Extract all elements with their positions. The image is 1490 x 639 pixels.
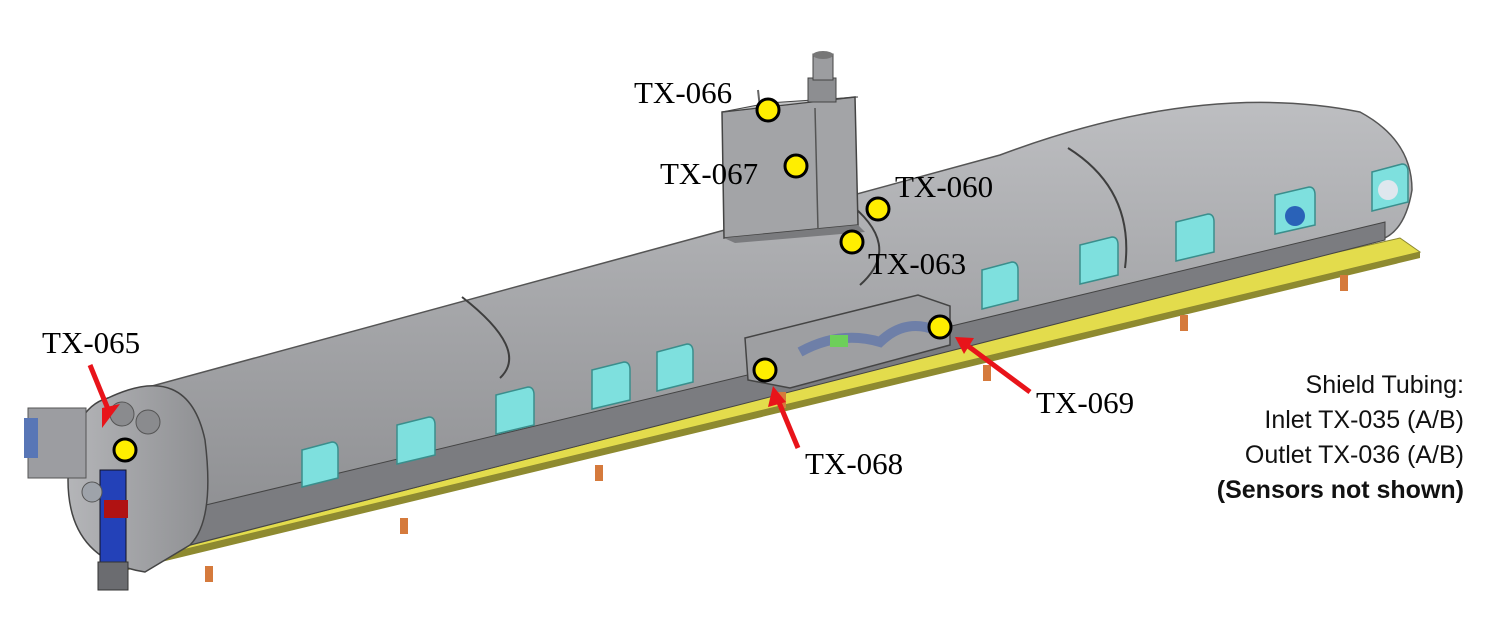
sensor-label-tx068: TX-068	[805, 446, 904, 481]
note-inlet: Inlet TX-035 (A/B)	[1264, 406, 1464, 434]
sensor-label-tx060: TX-060	[895, 169, 994, 204]
sensor-marker-tx066	[757, 99, 779, 121]
sensor-marker-tx060	[867, 198, 889, 220]
sensor-marker-tx065	[114, 439, 136, 461]
note-disclaimer: (Sensors not shown)	[1216, 476, 1464, 504]
sensor-label-tx066: TX-066	[634, 75, 733, 110]
left-electronics-rack	[24, 408, 86, 478]
sensor-marker-tx068	[754, 359, 776, 381]
top-turret	[722, 51, 865, 243]
shield-tubing-note	[1217, 368, 1464, 508]
sensor-label-tx067: TX-067	[660, 156, 759, 191]
sensor-marker-tx067	[785, 155, 807, 177]
viewport-hole	[1285, 206, 1305, 226]
sensor-label-tx063: TX-063	[868, 246, 967, 281]
viewport-hole	[1378, 180, 1398, 200]
note-outlet: Outlet TX-036 (A/B)	[1244, 441, 1464, 469]
sensor-marker-tx069	[929, 316, 951, 338]
vessel-end-cap	[68, 386, 208, 572]
note-title: Shield Tubing:	[1305, 371, 1464, 399]
sensor-label-tx069: TX-069	[1036, 385, 1135, 420]
sensor-marker-tx063	[841, 231, 863, 253]
sensor-label-tx065: TX-065	[42, 325, 141, 360]
